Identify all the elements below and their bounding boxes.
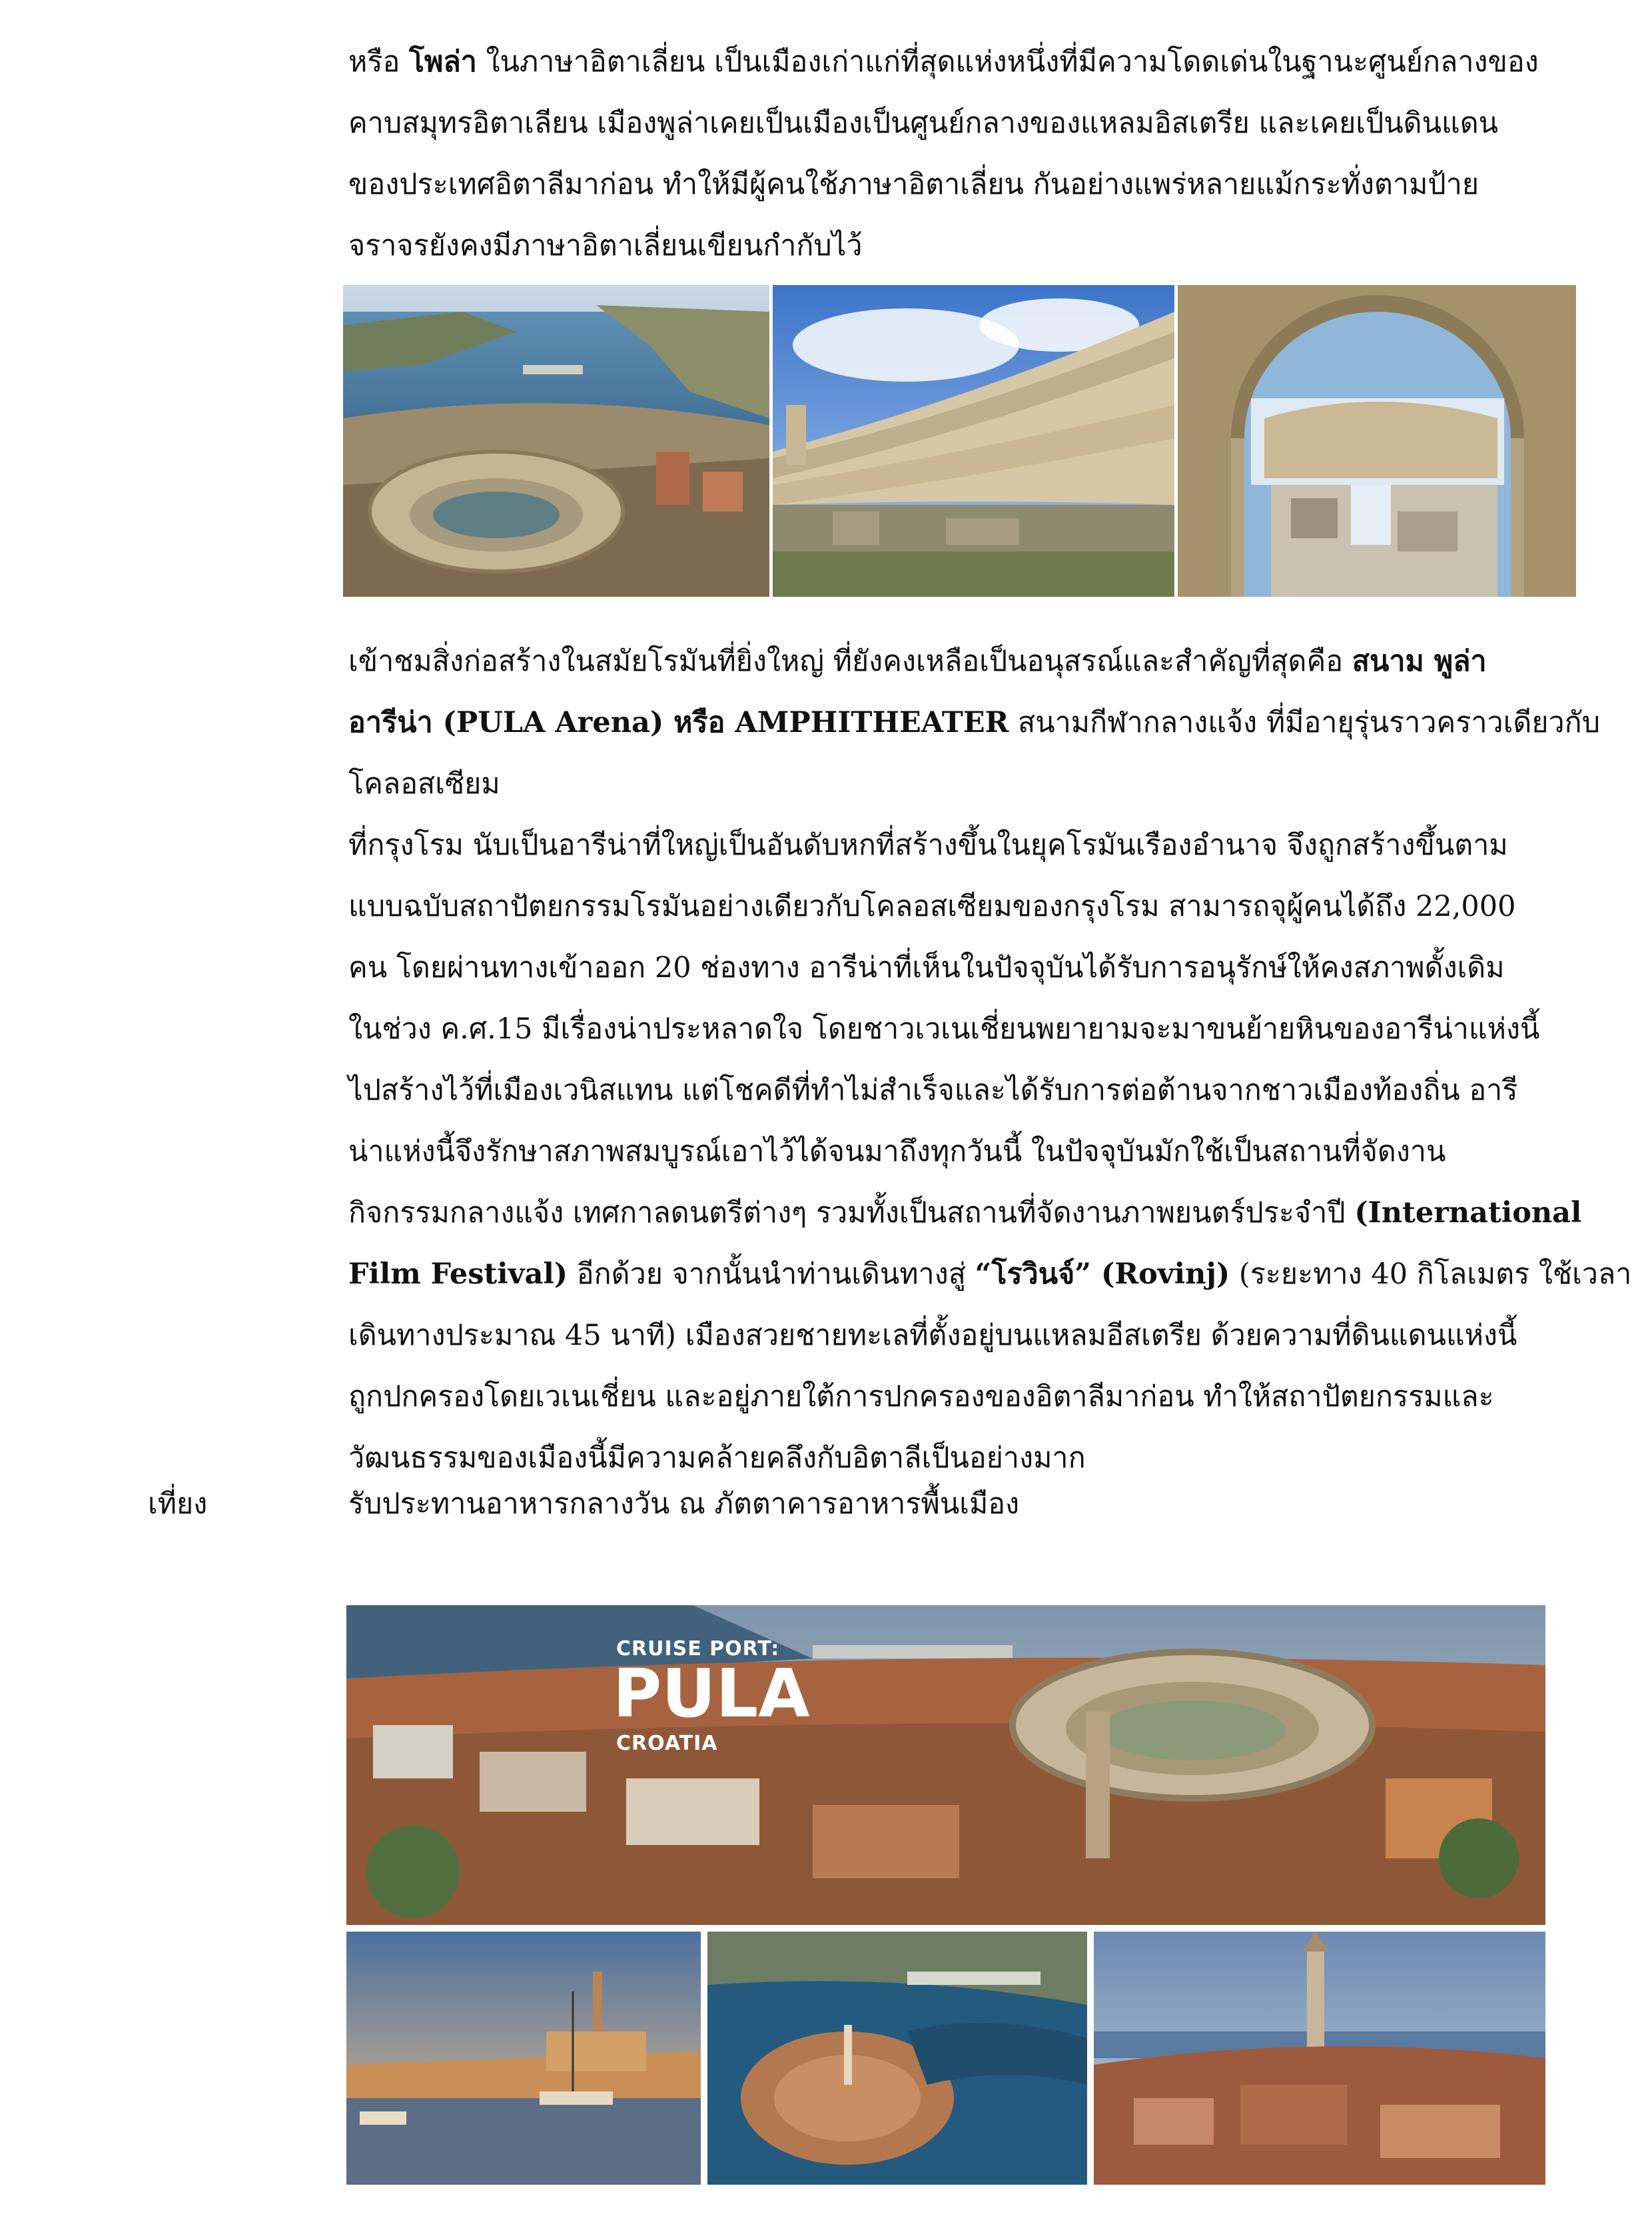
banner-subtitle: CRUISE PORT: [616, 1637, 780, 1661]
rovinj-harbor-photo [346, 1932, 701, 2185]
arena-line-5: แบบฉบับสถาปัตยกรรมโรมันอย่างเดียวกับโคลอสเซียมของกรุงโรม สามารถจุผู้คนได้ถึง 22,000 [348, 890, 1516, 923]
arena-line-14: วัฒนธรรมของเมืองนี้มีความคล้ายคลึงกับอิตาลีเป็นอย่างมาก [348, 1441, 1086, 1475]
intro-line-3: ของประเทศอิตาลีมาก่อน ทำให้มีผู้คนใช้ภาษาอิตาเลี่ยน กันอย่างแพร่หลายแม้กระทั่งตามป้าย [348, 168, 1479, 201]
arena-paragraph [348, 631, 1632, 1489]
arena-arch-photo [1178, 285, 1576, 597]
intro-line-1: หรือ โพล่า ในภาษาอิตาเลี่ยน เป็นเมืองเก่าแก่ที่สุดแห่งหนึ่งที่มีความโดดเด่นในฐานะศูนย์กลางของ [348, 45, 1539, 79]
arena-line-4: ที่กรุงโรม นับเป็นอารีน่าที่ใหญ่เป็นอันดับหกที่สร้างขึ้นในยุคโรมันเรืองอำนาจ จึงถูกสร้างขึ้นตาม [348, 829, 1508, 862]
banner-country: CROATIA [616, 1732, 718, 1755]
pula-banner-photo [346, 1605, 1545, 1925]
arena-line-1: เข้าชมสิ่งก่อสร้างในสมัยโรมันที่ยิ่งใหญ่ ที่ยังคงเหลือเป็นอนุสรณ์และสำคัญที่สุดคือ สนาม พูล่า [348, 645, 1487, 678]
arena-line-7: ในช่วง ค.ศ.15 มีเรื่องน่าประหลาดใจ โดยชาวเวเนเชี่ยนพยายามจะมาขนย้ายหินของอารีน่าแห่งนี้ [348, 1012, 1540, 1046]
banner-title: PULA [613, 1655, 810, 1732]
rovinj-peninsula-photo [707, 1932, 1087, 2185]
arena-line-6: คน โดยผ่านทางเข้าออก 20 ช่องทาง อารีน่าที่เห็นในปัจจุบันได้รับการอนุรักษ์ให้คงสภาพดั้งเดิม [348, 951, 1505, 984]
arena-line-2: อารีน่า (PULA Arena) หรือ AMPHITHEATER สนามกีฬากลางแจ้ง ที่มีอายุรุ่นราวคราวเดียวกับ [348, 706, 1600, 739]
arena-line-8: ไปสร้างไว้ที่เมืองเวนิสแทน แต่โชคดีที่ทำไม่สำเร็จและได้รับการต่อต้านจากชาวเมืองท้องถิ่น อารี [348, 1074, 1518, 1107]
intro-line-2: คาบสมุทรอิตาเลียน เมืองพูล่าเคยเป็นเมืองเป็นศูนย์กลางของแหลมอิสเตรีย และเคยเป็นดินแดน [348, 107, 1499, 140]
intro-paragraph [348, 31, 1539, 276]
pula-aerial-photo [343, 285, 769, 597]
arena-line-3: โคลอสเซียม [348, 767, 500, 801]
arena-interior-photo [773, 285, 1174, 597]
arena-line-10: กิจกรรมกลางแจ้ง เทศกาลดนตรีต่างๆ รวมทั้งเป็นสถานที่จัดงานภาพยนตร์ประจำปี (International [348, 1196, 1582, 1230]
meal-description: รับประทานอาหารกลางวัน ณ ภัตตาคารอาหารพื้นเมือง [348, 1487, 1020, 1521]
arena-line-12: เดินทางประมาณ 45 นาที) เมืองสวยชายทะเลที่ตั้งอยู่บนแหลมอีสเตรีย ด้วยความที่ดินแดนแห่งนี้ [348, 1319, 1517, 1352]
arena-line-9: น่าแห่งนี้จึงรักษาสภาพสมบูรณ์เอาไว้ได้จนมาถึงทุกวันนี้ ในปัจจุบันมักใช้เป็นสถานที่จัดงาน [348, 1135, 1446, 1168]
arena-line-13: ถูกปกครองโดยเวเนเชี่ยน และอยู่ภายใต้การปกครองของอิตาลีมาก่อน ทำให้สถาปัตยกรรมและ [348, 1380, 1494, 1413]
rovinj-old-town-photo [1094, 1932, 1545, 2185]
meal-time-label: เที่ยง [148, 1487, 208, 1521]
arena-line-11: Film Festival) อีกด้วย จากนั้นนำท่านเดินทางสู่ “โรวินจ์” (Rovinj) (ระยะทาง 40 กิโลเมตร ใช้เวลา [348, 1258, 1632, 1291]
intro-line-4: จราจรยังคงมีภาษาอิตาเลี่ยนเขียนกำกับไว้ [348, 229, 863, 262]
